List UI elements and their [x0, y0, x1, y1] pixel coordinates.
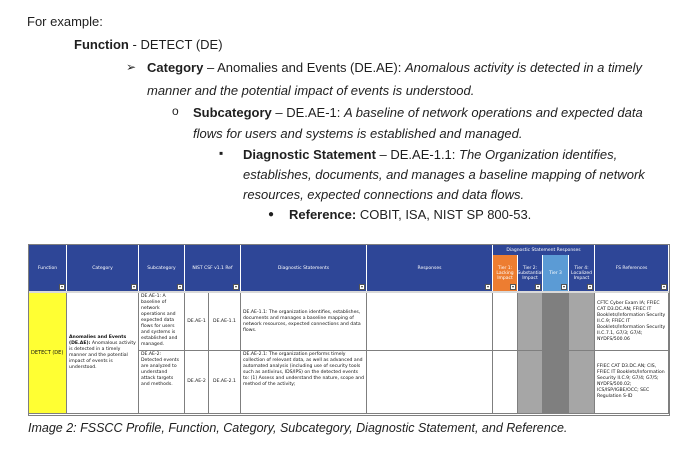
header-group-responses: Diagnostic Statement Responses	[493, 245, 595, 255]
square-bullet-icon: ▪	[219, 146, 224, 160]
filter-dropdown-icon[interactable]	[535, 284, 541, 290]
subcategory-desc-2: flows for users and systems is established and managed.	[193, 126, 523, 141]
subcategory-desc-line2	[193, 125, 523, 142]
filter-dropdown-icon[interactable]	[510, 284, 516, 290]
diagnostic-prefix: – DE.AE-1.1:	[375, 147, 460, 162]
cell-fs-refs-1: CFTC Cyber Exam IA; FFIEC CAT D3.DC.AN; FFIEC IT Booklets/Information Security II.C.9; FFIEC IT Booklets/Information Security II.C.7.1, G7/3; G7/4; NYDFS/500.06	[595, 293, 669, 351]
filter-dropdown-icon[interactable]	[661, 284, 667, 290]
filter-dropdown-icon[interactable]	[59, 284, 65, 290]
cell-tier2-1[interactable]	[518, 293, 543, 351]
category-prefix: – Anomalies and Events (DE.AE):	[203, 60, 405, 75]
function-value: - DETECT (DE)	[128, 37, 223, 52]
function-label: Function	[74, 37, 129, 52]
filter-dropdown-icon[interactable]	[561, 284, 567, 290]
intro-text: For example:	[27, 14, 103, 29]
cell-tier2-2[interactable]	[518, 351, 543, 414]
category-desc-2: manner and the potential impact of events is understood.	[147, 83, 475, 98]
header-responses: Responses	[367, 245, 493, 291]
filter-dropdown-icon[interactable]	[587, 284, 593, 290]
subcategory-label: Subcategory	[193, 105, 272, 120]
cell-ref1-2: DE.AE-2	[185, 351, 209, 414]
subcategory-line	[193, 104, 643, 121]
diagnostic-label: Diagnostic Statement	[243, 147, 376, 162]
header-tier1: Tier 1: Lacking Impact	[493, 255, 518, 291]
diagnostic-desc-3: resources, expected connections and data flows.	[243, 187, 525, 202]
circle-bullet-icon: o	[172, 104, 179, 118]
cell-tier3-1[interactable]	[543, 293, 569, 351]
diagnostic-desc-2: establishes, documents, and manages a baseline mapping of network	[243, 167, 645, 182]
header-tier3: Tier 3	[543, 255, 569, 291]
reference-label: Reference:	[289, 207, 357, 222]
header-nist-ref: NIST CSF v1.1 Ref	[185, 245, 241, 291]
cell-tier4-2[interactable]	[569, 351, 595, 414]
cell-subcategory-1: DE.AE-1: A baseline of network operations and expected data flows for users and systems is established and managed.	[139, 293, 185, 351]
cell-tier1-2[interactable]	[493, 351, 518, 414]
diagnostic-desc-1: The Organization identifies,	[459, 147, 618, 162]
diagnostic-line	[243, 146, 617, 163]
header-tier4: Tier 4: Localized Impact	[569, 255, 595, 291]
header-fs-references: FS References	[595, 245, 669, 291]
subcategory-desc-1: A baseline of network operations and expected data	[344, 105, 643, 120]
image-caption: Image 2: FSSCC Profile, Function, Category, Subcategory, Diagnostic Statement, and Reference.	[28, 421, 568, 435]
header-category: Category	[67, 245, 139, 291]
category-desc-1: Anomalous activity is detected in a timely	[404, 60, 642, 75]
cell-diagnostic-1: DE.AE-1.1: The organization identifies, establishes, documents and manages a baseline mapping of network resources, expected connections and data flows.	[241, 293, 367, 351]
cell-response-2[interactable]	[367, 351, 493, 414]
cell-subcategory-2: DE.AE-2: Detected events are analyzed to understand attack targets and methods.	[139, 351, 185, 414]
subcategory-prefix: – DE.AE-1:	[271, 105, 344, 120]
diagnostic-desc-line2	[243, 166, 645, 183]
cell-response-1[interactable]	[367, 293, 493, 351]
cell-category: Anomalies and Events (DE.AE): Anomalous activity is detected in a timely manner and the potential impact of events is understood.	[67, 293, 139, 414]
reference-value: COBIT, ISA, NIST SP 800-53.	[356, 207, 532, 222]
function-line	[74, 36, 223, 53]
cell-function: DETECT (DE)	[29, 293, 67, 414]
cell-fs-refs-2: FFIEC CAT D3.DC.AN; CIS, FFIEC IT Booklets/Information Security II.C.9; G7/4; G7/5; NYDFS/500.02; ICS/ISP/IGBE/OCC; SEC Regulation S-ID	[595, 351, 669, 414]
diagnostic-desc-line3	[243, 186, 524, 203]
filter-dropdown-icon[interactable]	[131, 284, 137, 290]
category-line	[147, 59, 642, 76]
category-desc-line2	[147, 82, 474, 99]
filter-dropdown-icon[interactable]	[233, 284, 239, 290]
header-diagnostic: Diagnostic Statements	[241, 245, 367, 291]
cell-ref1-1: DE.AE-1	[185, 293, 209, 351]
cell-ref2-1: DE.AE-1.1	[209, 293, 241, 351]
cell-tier1-1[interactable]	[493, 293, 518, 351]
cell-diagnostic-2: DE.AE-2.1: The organization performs timely collection of relevant data, as well as advanced and automated analysis (including use of security tools such as antivirus, IDS/IPS) on the detected events to: (1) Assess and understand the nature, scope and method of the activity;	[241, 351, 367, 414]
cell-tier3-2[interactable]	[543, 351, 569, 414]
dot-bullet-icon: ●	[268, 209, 275, 220]
header-tier2: Tier 2: Substantial Impact	[518, 255, 543, 291]
filter-dropdown-icon[interactable]	[177, 284, 183, 290]
header-subcategory: Subcategory	[139, 245, 185, 291]
filter-dropdown-icon[interactable]	[359, 284, 365, 290]
cell-ref2-2: DE.AE-2.1	[209, 351, 241, 414]
cell-tier4-1[interactable]	[569, 293, 595, 351]
arrow-bullet-icon: ➢	[126, 60, 137, 74]
reference-line	[289, 206, 531, 223]
fsscc-profile-table	[28, 244, 670, 416]
category-label: Category	[147, 60, 204, 75]
filter-dropdown-icon[interactable]	[485, 284, 491, 290]
header-function: Function	[29, 245, 67, 291]
